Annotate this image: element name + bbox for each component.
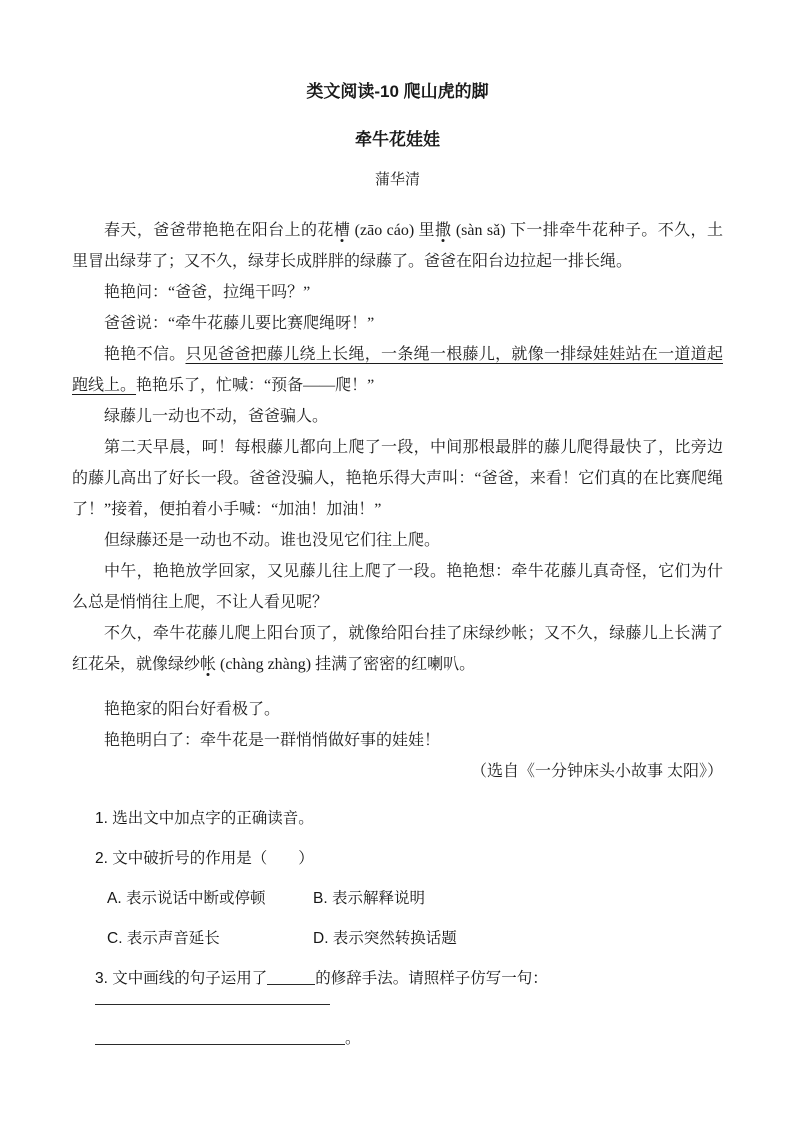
dotted-char: 槽 [333,222,351,239]
story-paragraph [72,215,723,277]
story-text: 不久，牵牛花藤儿爬上阳台顶了，就像给阳台挂了床绿纱帐；又不久，绿藤儿上长满了红花朵，就像绿纱 [72,625,723,673]
story-text: 春天，爸爸带艳艳在阳台上的花 [104,222,334,239]
option-b: B. 表示解释说明 [313,890,425,907]
story-paragraph: 中午，艳艳放学回家，又见藤儿往上爬了一段。艳艳想：牵牛花藤儿真奇怪，它们为什么总是悄悄往上爬，不让人看见呢？ [72,563,723,611]
answer-blank-long [95,990,330,1005]
story-paragraph: 第二天早晨，呵！每根藤儿都向上爬了一段，中间那根最胖的藤儿爬得最快了，比旁边的藤儿高出了好长一段。爸爸没骗人，艳艳乐得大声叫：“爸爸，来看！它们真的在比赛爬绳了！”接着，便拍着小手喊：“加油！加油！” [72,439,723,518]
story-paragraph [72,618,723,680]
option-d: D. 表示突然转换话题 [313,930,457,947]
story-paragraph [72,339,723,401]
story-title: 牵牛花娃娃 [355,130,440,149]
dotted-char: 撒 [434,222,452,239]
question-1: 1. 选出文中加点字的正确读音。 [95,810,314,827]
question-3 [95,969,723,1009]
question-3-line-2 [95,1029,723,1049]
question-3-period: 。 [345,1030,361,1047]
option-c: C. 表示声音延长 [107,930,220,947]
question-3-text: 的修辞手法。请照样子仿写一句： [315,970,548,987]
story-text: (sàn sǎ) 下一排牵牛花种子。不久，土里冒出绿芽了；又不久，绿芽长成胖胖的绿藤了。爸爸在阳台边拉起一排长绳。 [72,222,723,270]
source-attribution: （选自《一分钟床头小故事 太阳》） [470,763,723,780]
question-2-options-row-1 [95,889,723,909]
underlined-sentence: 只见爸爸把藤儿绕上长绳，一条绳一根藤儿，就像一排绿娃娃站在一道道起跑线上。 [72,346,723,394]
story-paragraph: 爸爸说：“牵牛花藤儿要比赛爬绳呀！” [104,315,375,332]
story-text: 艳艳不信。 [104,346,186,363]
story-paragraph: 但绿藤还是一动也不动。谁也没见它们往上爬。 [104,532,441,549]
option-a: A. 表示说话中断或停顿 [107,890,266,907]
story-text: (chàng zhàng) 挂满了密密的红喇叭。 [216,656,476,673]
story-paragraph: 艳艳明白了：牵牛花是一群悄悄做好事的娃娃！ [104,732,441,749]
story-text: 艳艳乐了，忙喊：“预备——爬！” [136,377,375,394]
question-3-text: 3. 文中画线的句子运用了 [95,970,268,987]
dotted-char: 帐 [200,656,217,673]
document-title: 类文阅读-10 爬山虎的脚 [306,82,489,101]
answer-blank-short [267,970,315,985]
author-name: 蒲华清 [374,171,420,188]
question-2: 2. 文中破折号的作用是（ ） [95,850,314,867]
story-text: (zāo cáo) 里 [350,222,435,239]
story-paragraph: 艳艳家的阳台好看极了。 [104,701,281,718]
answer-blank-line2 [95,1030,345,1045]
questions-section [72,809,723,1049]
story-body [72,215,723,787]
story-paragraph: 绿藤儿一动也不动，爸爸骗人。 [104,408,329,425]
story-paragraph: 艳艳问：“爸爸，拉绳干吗？” [104,284,311,301]
question-2-options-row-2 [95,929,723,949]
